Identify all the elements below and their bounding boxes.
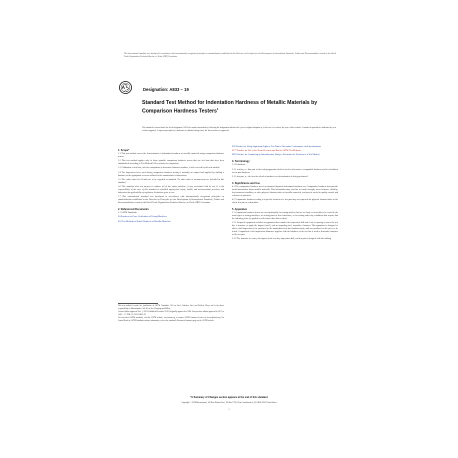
paragraph: 5.1 Comparison hardness testers are used principally for testing articles that are too large or unwieldy to be tested in the usual types of testing machines, for testing parts of fixed structures, or for testing under any conditions that require that the indenting force be applied in a direction other than vertical. [232,211,338,220]
paragraph: 5.1.2 The structure to convey the impact to the test bar, impression ball, and test part is designed with the striking [232,238,332,241]
page-number: 1 [228,408,230,411]
paragraph: 1.1 This test method covers the determination of indentation hardness of metallic materials using comparison hardness testers. [118,153,224,158]
copyright-line: Copyright © ASTM International, 100 Barr Harbor Drive, PO Box C700, West Conshohocken, PA 19428-2959. United States [181,402,277,404]
paragraph: 4.2 Comparative hardness testing at a specific location on a test part may not represent the physical characteristics of the whole test part or end product. [232,198,338,204]
paragraph: 1.3 Calibration of test bars, used for comparison to determine hardness numbers, is also covered by this test method. [118,167,220,170]
astm-logo-icon [119,81,132,94]
reference-link-e10[interactable]: E10 Test Method for Brinell Hardness of Metallic Materials [118,220,171,223]
footnote: Current edition approved Nov. 1, 2019. Published December 2019. Originally approved in 1984. Last previous edition approved in 2017 as A833 – 17. DOI: 10.1520/A0833-19. [118,311,224,316]
paragraph: 3.1.2 test part, n—the item for which a hardness test determination is being performed. [232,175,308,178]
section-heading-significance: 4. Significance and Use [232,181,260,185]
document-title [142,100,322,115]
footnote: This test method is under the jurisdiction of ASTM Committee A01 on Steel, Stainless Steel and Related Alloys and is the direct responsibility of Subcommittee A01.06 on Steel Forgings and Billets. [118,305,224,310]
paragraph: 3.1.1 test bar, n—that part of the testing apparatus which is used to determine a comparable hardness and to calculation of test part hardness. [232,168,338,174]
reference-link-e4[interactable]: E4 Practices for Force Verification of Testing Machines [118,216,167,219]
paragraph: 1.5 The values stated in SI units are to be regarded as standard. No other units of measurement are included in this standard. [118,178,224,184]
paragraph: 1.7 This international standard was developed in accordance with internationally recognized principles on standardization established in the Decision on Principles for the Development of International Standards, Guides and Recommendations issued by the World Trade Organization Technical Barriers to Trade (TBT) Committee. [118,196,224,205]
summary-of-changes-note: *A Summary of Changes section appears at the end of this standard [190,396,268,399]
paragraph: 1.2 This test method applies only to those portable comparison hardness testers that use test bars that have been standardized according to Test Method E10 as a basis for comparison. [118,160,224,166]
section-heading-apparatus: 5. Apparatus [232,207,248,211]
title-text: Standard Test Method for Indentation Hardness of Metallic Materials by Comparison Hardness Testers [142,100,318,115]
footnote: For referenced ASTM standards, visit the ASTM website, www.astm.org, or contact ASTM Customer Service at service@astm.org. For Annual Book of ASTM Standards volume information, refer to the standard's Document Summary page on the ASTM website. [118,317,224,322]
left-column [118,146,224,225]
standard-issue-note: This standard is issued under the fixed designation A833; the number immediately following the designation indicates the year of original adoption or, in the case of revision, the year of last revision. A number in parentheses indicates the year of last reapproval. A superscript epsilon (ε) indicates an editorial change since the last revision or reapproval. [142,127,336,132]
footnotes [118,305,224,322]
reference-link-e177[interactable]: E177 Practice for Use of the Terms Precision and Bias in ASTM Test Methods [232,150,301,153]
section-heading-references: 2. Referenced Documents [118,208,149,212]
reference-link-e691[interactable]: E691 Practice for Conducting an Interlaboratory Study to Determine the Precision of a Test Method [232,154,320,157]
paragraph: 1.4 The impression force used during comparison hardness testing is normally an impact load applied by striking a hammer on the appropriate areas as outlined in the manufacturer's instructions. [118,171,224,177]
footnote-divider [118,303,158,304]
section-heading-terminology: 3. Terminology [232,160,250,164]
standards-notice: This international standard was developed in accordance with internationally recognized principles on standardization established in the Decision on Principles for the Development of International Standards, Guides and Recommendations issued by the World Trade Organization Technical Barriers to Trade (TBT) Committee. [124,53,336,58]
right-column [232,146,338,243]
paragraph: 3.1 Definitions: [232,164,246,167]
section-heading-scope: 1. Scope* [118,149,130,152]
reference-link-e29[interactable]: E29 Practice for Using Significant Digits in Test Data to Determine Conformance with Specifications [232,146,321,148]
paragraph: 1.6 This standard does not purport to address all of the safety problems, if any, associated with its use. It is the responsibility of the user of this standard to establish appropriate safety, health, and environmental practices and determine the applicability of regulatory limitations prior to use. [118,185,224,194]
designation: Designation: A833 − 19 [143,87,189,92]
paragraph: 2.1 ASTM Standards: [118,212,138,215]
title-footnote-mark: 1 [216,107,219,112]
paragraph: 4.1 The comparative hardness test is an empirical dynamic indentation hardness test. Comparative hardness tests provide useful information about metallic materials. This information may correlate to tensile strength, wear resistance, ductility, heat treatment condition, or other physical characteristics of metallic materials, and may be useful in quality control and selection of materials. [232,185,338,197]
paragraph: 5.1.1 Required equipment includes an apparatus that contains the impression ball and a test or spacing to insert the test bar, a structure to apply the impact (anvil), and an impacting tool, normally a hammer. This apparatus is designed to allow a ball impression to be produced in the standardized test bar simultaneously with one produced on the piece to be tested. Comparison of the impression diameters together with the hardness of the test bar is used to determine hardness of the test part. [232,222,338,237]
